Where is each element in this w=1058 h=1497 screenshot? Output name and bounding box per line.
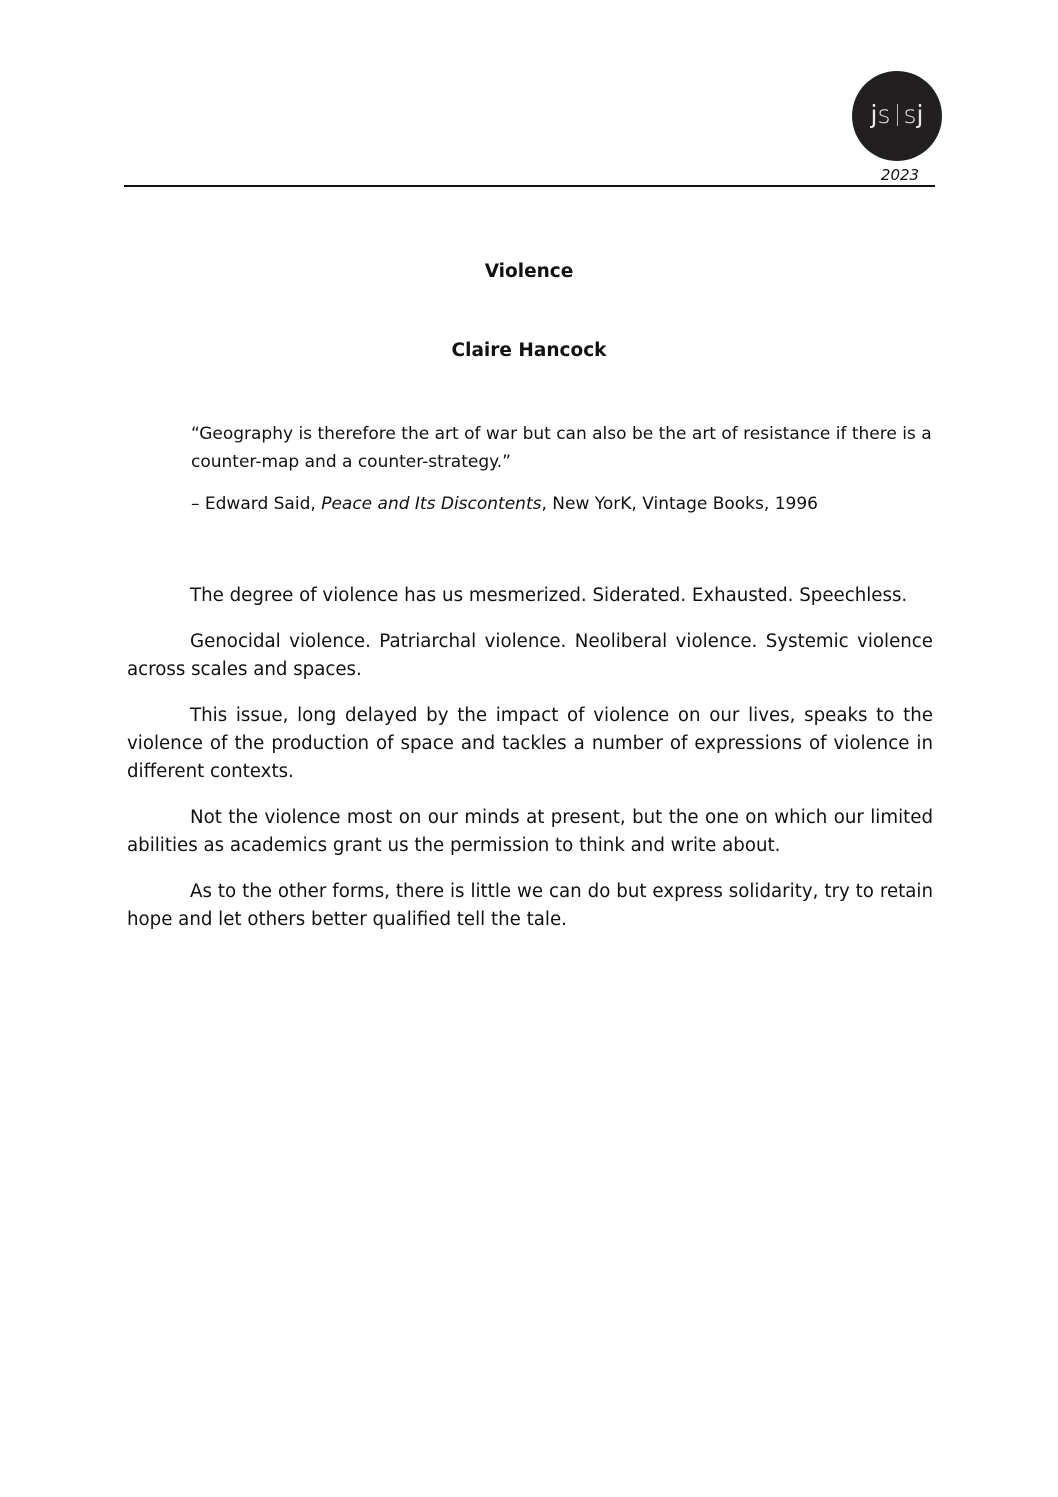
body-paragraph-2: Genocidal violence. Patriarchal violence. Neoliberal violence. Systemic violence across scales and spaces. (127, 631, 933, 680)
journal-logo (852, 71, 942, 161)
logo-letter-s: s (877, 99, 891, 129)
logo-letter-j: j (870, 99, 878, 129)
logo-letter-j-2: j (916, 99, 924, 129)
logo-wordmark (870, 99, 924, 129)
epigraph-attribution (191, 490, 936, 518)
attribution-prefix: – Edward Said, (191, 494, 322, 514)
body-paragraph-3: This issue, long delayed by the impact of violence on our lives, speaks to the violence of the production of space and tackles a number of expressions of violence in different contexts. (127, 705, 933, 782)
attribution-book-title: Peace and Its Discontents (321, 494, 542, 514)
logo-letter-s-2: s (903, 99, 917, 129)
epigraph-quote: “Geography is therefore the art of war but can also be the art of resistance if there is a counter-map and a counter-strategy.” (191, 424, 932, 472)
article-author: Claire Hancock (451, 340, 607, 361)
article-title: Violence (484, 261, 574, 282)
article-body (127, 582, 933, 952)
body-paragraph-4: Not the violence most on our minds at present, but the one on which our limited abilities as academics grant us the permission to think and write about. (127, 807, 933, 856)
body-paragraph-1: The degree of violence has us mesmerized. Siderated. Exhausted. Speechless. (190, 585, 908, 606)
header-rule (124, 185, 935, 187)
logo-divider (897, 104, 898, 126)
body-paragraph-5: As to the other forms, there is little we can do but express solidarity, try to retain hope and let others better qualified tell the tale. (127, 881, 933, 930)
epigraph (191, 420, 936, 518)
publication-year: 2023 (880, 166, 920, 184)
attribution-suffix: , New YorK, Vintage Books, 1996 (541, 494, 818, 514)
